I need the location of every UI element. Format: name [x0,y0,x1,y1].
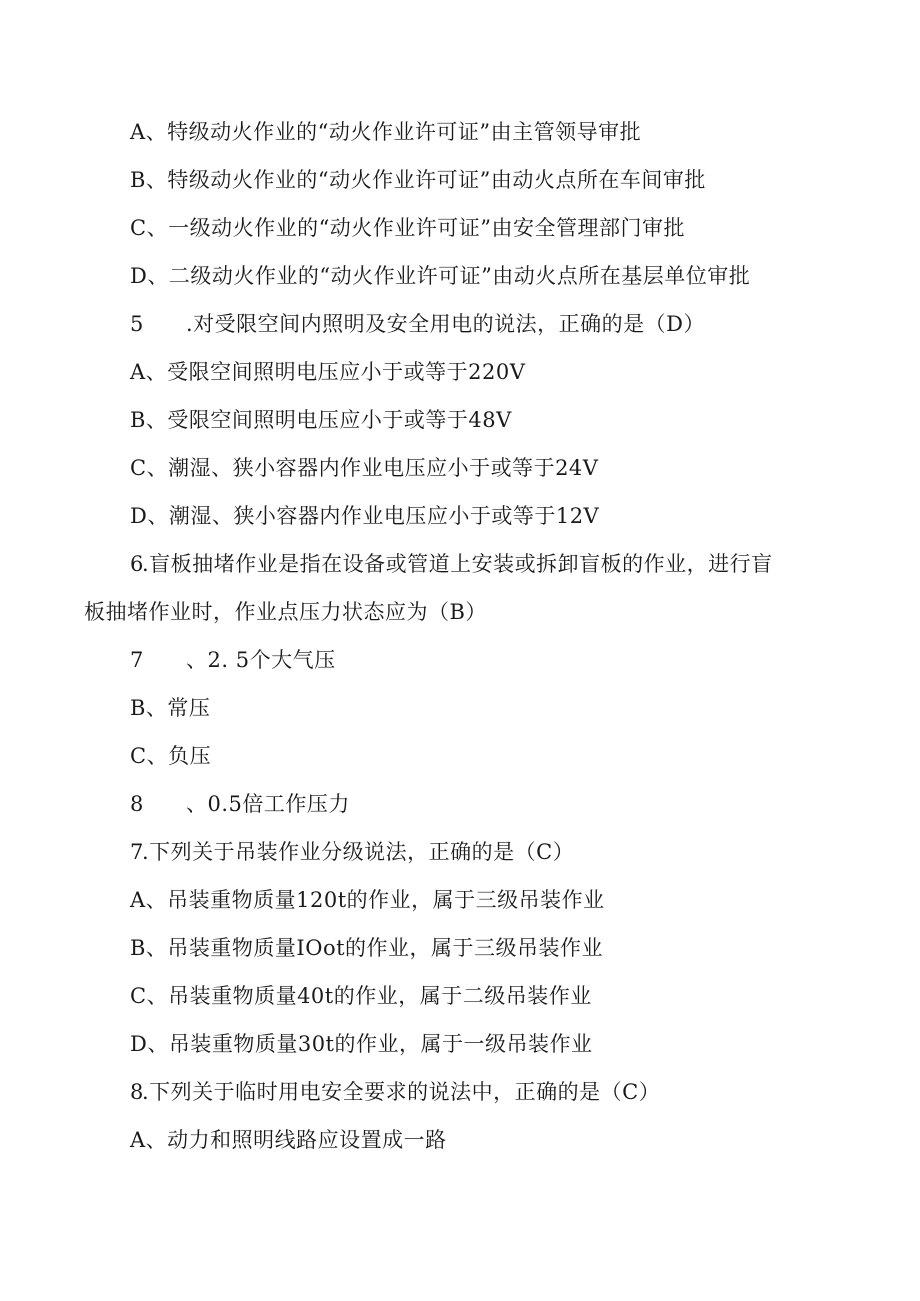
option-line [130,405,512,435]
option-line [130,693,210,723]
line-text: D、二级动火作业的“动火作业许可证”由动火点所在基层单位审批 [130,264,751,288]
option-line [130,1029,593,1059]
option-number: 7 [130,648,144,672]
question-line [130,1077,660,1107]
question-line [130,837,574,867]
option-line [130,789,350,819]
option-line [130,213,685,243]
line-text: 板抽堵作业时，作业点压力状态应为（B） [84,600,487,624]
line-text: C、吊装重物质量40t的作业，属于二级吊装作业 [130,984,592,1008]
option-number: 8 [130,792,144,816]
question-number: 8 [130,1080,144,1104]
line-text: D、潮湿、狭小容器内作业电压应小于或等于12V [130,504,600,528]
option-line [130,261,750,291]
line-text: C、一级动火作业的“动火作业许可证”由安全管理部门审批 [130,216,686,240]
option-line [130,885,605,915]
question-line [130,309,705,339]
line-text: B、受限空间照明电压应小于或等于48V [130,408,512,432]
line-text: C、潮湿、狭小容器内作业电压应小于或等于24V [130,456,599,480]
line-text: A、动力和照明线路应设置成一路 [130,1128,447,1152]
line-text: B、特级动火作业的“动火作业许可证”由动火点所在车间审批 [130,168,706,192]
line-text: .对受限空间内照明及安全用电的说法，正确的是（D） [186,312,706,336]
question-number: 6 [130,552,144,576]
option-line [130,981,592,1011]
question-number: 5 [130,312,144,336]
line-text: A、受限空间照明电压应小于或等于220V [130,360,526,384]
line-text: D、吊装重物质量30t的作业，属于一级吊装作业 [130,1032,593,1056]
option-line [130,165,706,195]
option-line [130,1125,447,1155]
line-text: B、常压 [130,696,211,720]
option-line [130,645,336,675]
option-line [130,933,603,963]
option-line [130,453,598,483]
question-line [130,549,773,579]
option-line [130,117,641,147]
option-line [130,741,211,771]
line-text: A、吊装重物质量120t的作业，属于三级吊装作业 [130,888,605,912]
line-text: C、负压 [130,744,212,768]
line-text: B、吊装重物质量IOot的作业，属于三级吊装作业 [130,936,604,960]
line-text: 、0.5倍工作压力 [186,792,350,816]
option-line [130,501,599,531]
line-text: .盲板抽堵作业是指在设备或管道上安装或拆卸盲板的作业，进行盲 [142,552,773,576]
question-number: 7 [130,840,144,864]
line-text: 、2. 5个大气压 [186,648,336,672]
option-line [130,357,525,387]
line-text: A、特级动火作业的“动火作业许可证”由主管领导审批 [130,120,642,144]
line-text: .下列关于临时用电安全要求的说法中，正确的是（C） [142,1080,661,1104]
question-continuation [84,597,487,627]
line-text: .下列关于吊装作业分级说法，正确的是（C） [142,840,575,864]
